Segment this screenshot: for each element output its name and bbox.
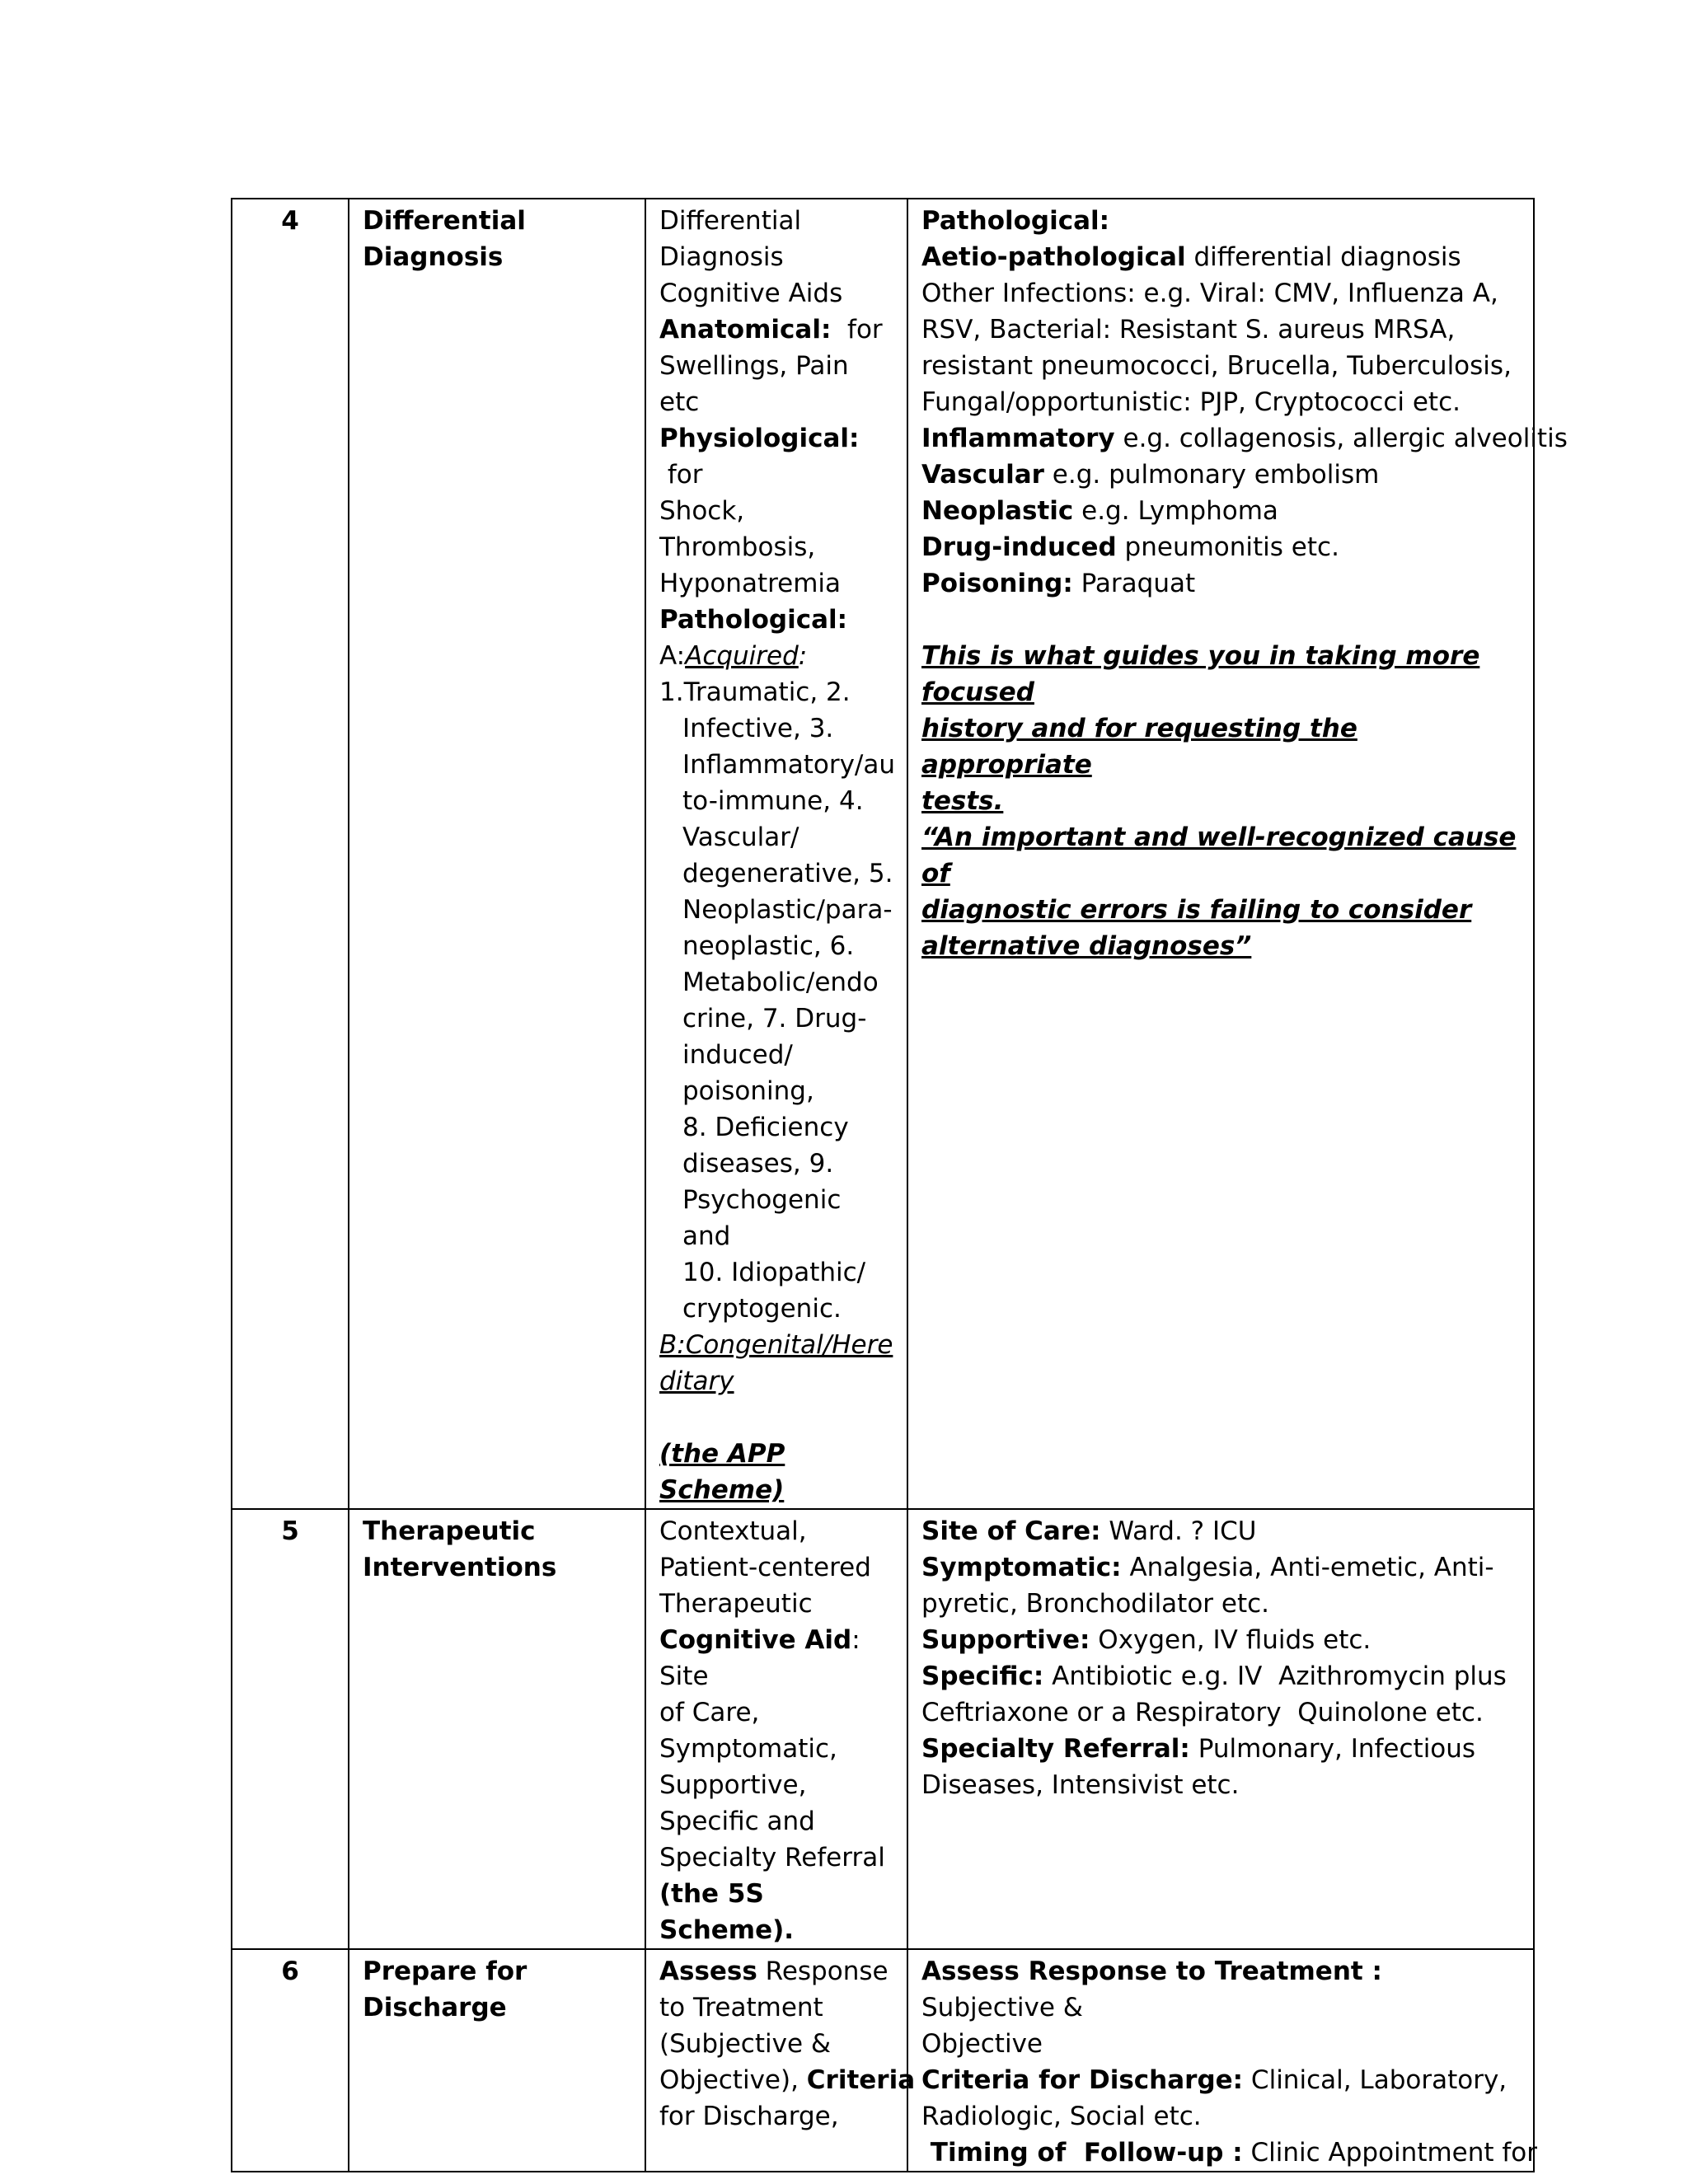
example-line: Radiologic, Social etc.: [921, 2102, 1202, 2131]
example-line: [921, 493, 1520, 529]
aid-list-line: Neoplastic/para-: [682, 895, 893, 925]
aid-bold-label: Criteria: [806, 2065, 916, 2095]
example-line: pyretic, Bronchodilator etc.: [921, 1589, 1270, 1619]
table-row: [232, 1949, 1534, 2172]
cognitive-aid-cell: [645, 1949, 916, 2172]
aid-bold-label: Pathological:: [659, 605, 848, 635]
aid-text: for: [659, 460, 703, 490]
example-line: [921, 457, 1520, 493]
example-bold-label: Timing of Follow-up :: [921, 2138, 1243, 2168]
aid-line: Shock,: [659, 496, 745, 526]
example-bold-label: Specialty Referral:: [921, 1734, 1190, 1764]
quote-line: “An important and well-recognized cause of: [921, 823, 1517, 888]
aid-line: Diagnosis: [659, 242, 784, 272]
example-text: Pulmonary, Infectious: [1189, 1734, 1476, 1764]
example-text: Paraquat: [1072, 569, 1196, 598]
aid-line: Specific and: [659, 1807, 815, 1836]
example-cell: [907, 1949, 1538, 2172]
example-text: Analgesia, Anti-emetic, Anti-: [1121, 1553, 1494, 1582]
aid-line: Specialty Referral: [659, 1843, 885, 1872]
aid-list-line: Metabolic/endo: [682, 968, 879, 997]
example-bold-label: Pathological:: [921, 206, 1110, 236]
content-table: [231, 198, 1568, 2172]
example-cell: [907, 1509, 1534, 1949]
aid-list-line: diseases, 9.: [682, 1149, 834, 1179]
example-bold-label: Vascular: [921, 460, 1044, 490]
example-line: Fungal/opportunistic: PJP, Cryptococci etc.: [921, 387, 1461, 417]
example-text: Subjective &: [921, 1993, 1083, 2022]
table-row: [232, 199, 1534, 1509]
aid-line: [659, 1622, 893, 1694]
example-bold-label: Neoplastic: [921, 496, 1074, 526]
aid-list-line: poisoning,: [682, 1076, 814, 1106]
example-line: [921, 1513, 1520, 1549]
example-text: e.g. pulmonary embolism: [1043, 460, 1380, 490]
stage-title-line: Differential: [363, 206, 526, 236]
stage-title-line: Prepare for: [363, 1957, 528, 1986]
aid-line: [659, 1953, 893, 1990]
example-text: Oxygen, IV fluids etc.: [1090, 1625, 1372, 1655]
stage-title-line: Diagnosis: [363, 242, 504, 272]
aid-list-line: cryptogenic.: [682, 1294, 842, 1324]
key-message-line: tests.: [921, 786, 1004, 816]
aid-list-line: 10. Idiopathic/: [682, 1258, 866, 1287]
aid-italic-label: B:Congenital/Here: [659, 1330, 893, 1360]
aid-line: Supportive,: [659, 1770, 807, 1800]
aid-line: Differential: [659, 206, 802, 236]
scheme-label: (the 5S Scheme).: [659, 1879, 795, 1945]
stage-title: [349, 199, 645, 1509]
example-bold-label: Criteria for Discharge:: [921, 2065, 1244, 2095]
example-text: Ward. ? ICU: [1100, 1516, 1257, 1546]
aid-line: of Care,: [659, 1698, 760, 1727]
aid-text: Objective),: [659, 2065, 807, 2095]
example-line: [921, 2062, 1520, 2098]
example-bold-label: Symptomatic:: [921, 1553, 1122, 1582]
step-number: 6: [232, 1949, 349, 2172]
aid-bold-label: Cognitive Aid: [659, 1625, 852, 1655]
cognitive-aid-cell: [645, 1509, 907, 1949]
key-message-line: history and for requesting the appropriate: [921, 714, 1357, 780]
example-line: [921, 565, 1520, 602]
example-bold-label: Aetio-pathological: [921, 242, 1186, 272]
example-bold-label: Drug-induced: [921, 532, 1117, 562]
aid-list-line: Psychogenic and: [682, 1185, 842, 1251]
aid-bold-label: Assess: [659, 1957, 757, 1986]
example-bold-label: Site of Care:: [921, 1516, 1101, 1546]
aid-line: to Treatment: [659, 1993, 823, 2022]
example-line: Other Infections: e.g. Viral: CMV, Influenza A,: [921, 279, 1498, 308]
aid-line: Cognitive Aids: [659, 279, 843, 308]
aid-line: Patient-centered: [659, 1553, 871, 1582]
example-line: [921, 1658, 1520, 1694]
example-bold-label: Assess Response to Treatment :: [921, 1957, 1382, 1986]
example-line: Diseases, Intensivist etc.: [921, 1770, 1240, 1800]
aid-line: 1.Traumatic, 2.: [659, 677, 851, 707]
aid-line: Therapeutic: [659, 1589, 813, 1619]
example-bold-label: Specific:: [921, 1661, 1044, 1691]
aid-line: Contextual,: [659, 1516, 807, 1546]
example-line: [921, 420, 1568, 457]
aid-list-line: crine, 7. Drug-: [682, 1004, 867, 1033]
cognitive-aid-cell: [645, 199, 907, 1509]
aid-line: Symptomatic,: [659, 1734, 837, 1764]
example-text: Antibiotic e.g. IV Azithromycin plus: [1043, 1661, 1507, 1691]
aid-line: (Subjective &: [659, 2029, 832, 2059]
key-message-line: This is what guides you in taking more focused: [921, 641, 1480, 707]
aid-italic-label: Acquired: [685, 641, 799, 671]
aid-text: :: [798, 641, 808, 671]
aid-list-line: Inflammatory/au: [682, 750, 896, 780]
example-line: [921, 1731, 1520, 1767]
aid-line: [659, 420, 893, 493]
aid-text: for: [831, 315, 883, 344]
scheme-label: (the APP Scheme): [659, 1439, 785, 1505]
aid-list-line: Vascular/: [682, 823, 799, 852]
aid-list-line: 8. Deficiency: [682, 1113, 849, 1142]
aid-list-line: degenerative, 5.: [682, 859, 893, 888]
example-line: Objective: [921, 2029, 1043, 2059]
stage-title: [349, 1949, 645, 2172]
aid-line: for Discharge,: [659, 2102, 839, 2131]
aid-text: Response: [757, 1957, 889, 1986]
aid-line: [659, 2062, 916, 2098]
aid-list-line: Infective, 3.: [682, 714, 834, 743]
example-text: e.g. Lymphoma: [1073, 496, 1278, 526]
stage-title-line: Therapeutic: [363, 1516, 536, 1546]
aid-bold-label: Physiological:: [659, 424, 860, 453]
example-bold-label: Inflammatory: [921, 424, 1115, 453]
aid-list-line: induced/: [682, 1040, 793, 1070]
aid-list-line: neoplastic, 6.: [682, 931, 855, 961]
example-text: Clinic Appointment for: [1242, 2138, 1538, 2168]
example-line: [921, 529, 1520, 565]
aid-bold-label: Anatomical:: [659, 315, 832, 344]
example-line: [921, 239, 1520, 275]
example-line: resistant pneumococci, Brucella, Tuberculosis,: [921, 351, 1512, 381]
example-text: differential diagnosis: [1185, 242, 1461, 272]
aid-text: : Site: [659, 1625, 860, 1691]
example-line: [921, 1953, 1520, 2026]
example-bold-label: Poisoning:: [921, 569, 1073, 598]
aid-line: [659, 638, 893, 674]
example-text: e.g. collagenosis, allergic alveolitis: [1114, 424, 1568, 453]
aid-line: [659, 312, 893, 348]
stage-title: [349, 1509, 645, 1949]
example-bold-label: Supportive:: [921, 1625, 1090, 1655]
quote-line: diagnostic errors is failing to consider: [921, 895, 1472, 925]
stage-title-line: Interventions: [363, 1553, 557, 1582]
example-text: pneumonitis etc.: [1116, 532, 1339, 562]
example-line: RSV, Bacterial: Resistant S. aureus MRSA,: [921, 315, 1456, 344]
aid-line: Thrombosis,: [659, 532, 816, 562]
spacer: [921, 602, 1520, 638]
step-number: 5: [232, 1509, 349, 1949]
aid-line: Swellings, Pain etc: [659, 351, 849, 417]
aid-line: Hyponatremia: [659, 569, 842, 598]
aid-italic-label: ditary: [659, 1366, 734, 1396]
spacer: [659, 1399, 893, 1436]
example-cell: [907, 199, 1568, 1509]
quote-line: alternative diagnoses”: [921, 931, 1252, 961]
step-number: 4: [232, 199, 349, 1509]
example-line: [921, 1549, 1520, 1586]
stage-title-line: Discharge: [363, 1993, 507, 2022]
table-row: [232, 1509, 1534, 1949]
example-text: Clinical, Laboratory,: [1243, 2065, 1507, 2095]
example-line: [921, 1622, 1520, 1658]
aid-list-line: to-immune, 4.: [682, 786, 864, 816]
example-line: Ceftriaxone or a Respiratory Quinolone etc.: [921, 1698, 1484, 1727]
example-line: [921, 2135, 1538, 2171]
aid-text: A:: [659, 641, 686, 671]
